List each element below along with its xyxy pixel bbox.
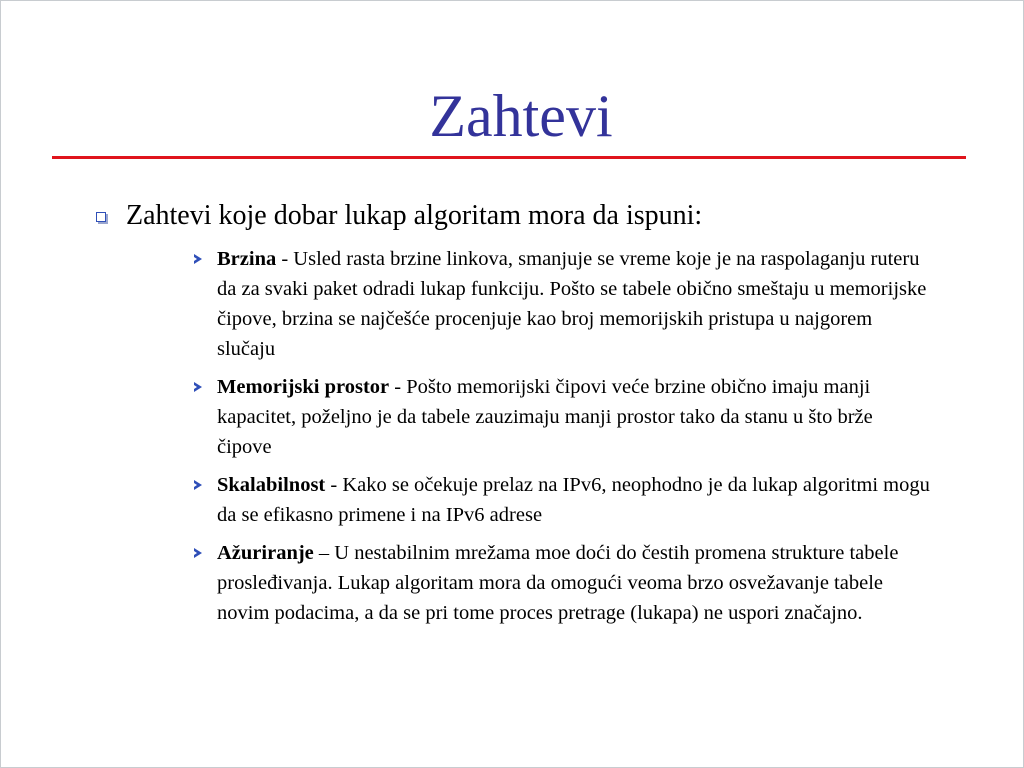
- requirement-item-memorijski-prostor: [192, 372, 932, 462]
- requirement-description: - Usled rasta brzine linkova, smanjuje se vreme koje je na raspolaganju ruteru da za svaki paket odradi lukap funkciju. Pošto se tabele obično smeštaju u memorijske čipove, brzina se najčešće procenjuje kao broj memorijskih pristupa u najgorem slučaju: [217, 248, 927, 360]
- arrowhead-bullet-icon: [194, 548, 202, 558]
- arrowhead-bullet-icon: [194, 480, 202, 490]
- requirement-description: - Kako se očekuje prelaz na IPv6, neophodno je da lukap algoritmi mogu da se efikasno primene i na IPv6 adrese: [217, 474, 930, 526]
- requirements-list: [192, 244, 932, 628]
- slide-title: Zahtevi: [429, 83, 613, 149]
- requirement-description: – U nestabilnim mrežama moe doći do čestih promena strukture tabele prosleđivanja. Lukap algoritam mora da omogući veoma brzo osvežavanje tabele novim podacima, a da se pri tome proces pretrage (lukapa) ne uspori značajno.: [217, 542, 899, 624]
- requirement-item-skalabilnost: [192, 470, 932, 530]
- requirement-description: - Pošto memorijski čipovi veće brzine obično imaju manji kapacitet, poželjno je da tabele zauzimaju manji prostor tako da stanu u što brže čipove: [217, 376, 873, 458]
- requirement-term: Ažuriranje: [217, 542, 314, 564]
- title-divider: [52, 156, 966, 159]
- arrowhead-bullet-icon: [194, 254, 202, 264]
- requirement-term: Brzina: [217, 248, 277, 270]
- main-bullet-text: Zahtevi koje dobar lukap algoritam mora da ispuni:: [126, 200, 703, 231]
- requirement-item-azuriranje: [192, 538, 932, 628]
- requirement-term: Memorijski prostor: [217, 376, 390, 398]
- requirement-term: Skalabilnost: [217, 474, 326, 496]
- requirement-item-brzina: [192, 244, 932, 364]
- arrowhead-bullet-icon: [194, 382, 202, 392]
- hollow-square-bullet-icon: [96, 212, 106, 222]
